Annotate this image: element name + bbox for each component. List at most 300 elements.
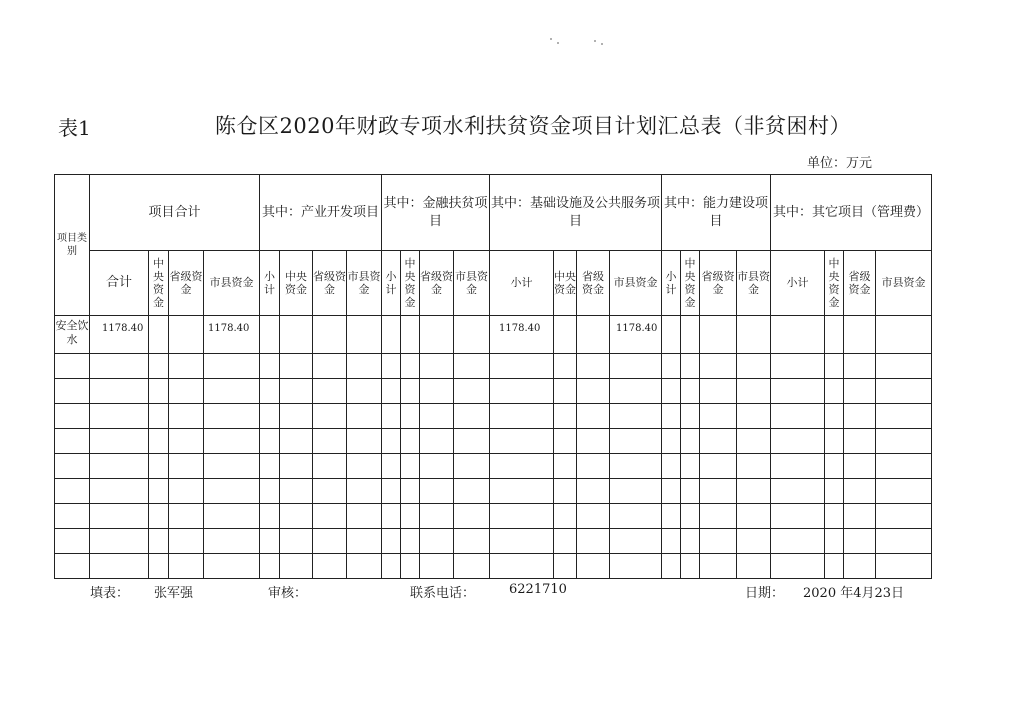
sub-header-subtotal: 小计 <box>490 251 554 316</box>
empty-cell <box>454 404 490 429</box>
cell-finance-central <box>401 316 420 354</box>
empty-cell <box>420 554 454 579</box>
empty-cell <box>681 404 700 429</box>
group-header-finance: 其中：金融扶贫项目 <box>382 175 490 251</box>
empty-cell <box>490 554 554 579</box>
empty-cell <box>490 404 554 429</box>
empty-cell <box>204 379 260 404</box>
empty-cell <box>169 529 204 554</box>
empty-cell <box>260 429 280 454</box>
empty-cell <box>662 454 681 479</box>
empty-cell <box>700 404 737 429</box>
empty-cell <box>876 404 932 429</box>
empty-cell <box>737 504 771 529</box>
empty-cell <box>347 454 382 479</box>
empty-cell <box>610 429 662 454</box>
cell-industry-provincial <box>313 316 347 354</box>
empty-cell <box>347 529 382 554</box>
empty-cell <box>149 504 169 529</box>
empty-cell <box>169 454 204 479</box>
empty-cell <box>382 429 401 454</box>
empty-cell <box>347 554 382 579</box>
sub-header-subtotal: 小计 <box>662 251 681 316</box>
category-header: 项目类别 <box>55 175 90 316</box>
empty-cell <box>577 479 610 504</box>
sub-header-provincial: 省级资金 <box>420 251 454 316</box>
cell-infra-subtotal: 1178.40 <box>490 316 554 354</box>
empty-cell <box>280 554 313 579</box>
empty-cell <box>577 429 610 454</box>
empty-cell <box>554 479 577 504</box>
empty-cell <box>554 554 577 579</box>
empty-cell <box>382 379 401 404</box>
empty-table-row <box>55 529 932 554</box>
sub-header-central: 中央资金 <box>825 251 844 316</box>
empty-cell <box>55 379 90 404</box>
empty-cell <box>347 429 382 454</box>
empty-cell <box>260 404 280 429</box>
empty-cell <box>662 379 681 404</box>
empty-cell <box>90 404 149 429</box>
empty-cell <box>737 454 771 479</box>
sub-header-central: 中央资金 <box>280 251 313 316</box>
empty-cell <box>577 454 610 479</box>
filler-name: 张军强 <box>154 586 194 601</box>
empty-cell <box>401 504 420 529</box>
sub-header-central: 中央资金 <box>401 251 420 316</box>
empty-cell <box>382 479 401 504</box>
empty-cell <box>681 479 700 504</box>
empty-cell <box>454 379 490 404</box>
empty-cell <box>420 429 454 454</box>
empty-cell <box>313 429 347 454</box>
empty-cell <box>55 529 90 554</box>
empty-cell <box>347 379 382 404</box>
empty-cell <box>401 554 420 579</box>
empty-cell <box>90 379 149 404</box>
empty-cell <box>204 529 260 554</box>
filler-label: 填表： <box>90 586 130 601</box>
empty-cell <box>662 429 681 454</box>
sub-header-central: 中央资金 <box>149 251 169 316</box>
empty-cell <box>149 454 169 479</box>
cell-central <box>149 316 169 354</box>
empty-cell <box>90 529 149 554</box>
empty-cell <box>825 454 844 479</box>
empty-cell <box>420 354 454 379</box>
empty-cell <box>420 379 454 404</box>
cell-infra-central <box>554 316 577 354</box>
empty-cell <box>280 454 313 479</box>
empty-cell <box>771 379 825 404</box>
empty-cell <box>260 379 280 404</box>
empty-cell <box>554 504 577 529</box>
group-header-capacity: 其中：能力建设项目 <box>662 175 771 251</box>
empty-cell <box>610 354 662 379</box>
empty-cell <box>260 504 280 529</box>
empty-cell <box>204 454 260 479</box>
empty-cell <box>55 404 90 429</box>
sub-header-provincial: 省级资金 <box>169 251 204 316</box>
empty-cell <box>204 429 260 454</box>
empty-cell <box>55 504 90 529</box>
empty-cell <box>280 429 313 454</box>
cell-other-central <box>825 316 844 354</box>
empty-cell <box>382 504 401 529</box>
empty-cell <box>554 529 577 554</box>
cell-infra-city-county: 1178.40 <box>610 316 662 354</box>
empty-cell <box>55 354 90 379</box>
empty-cell <box>169 404 204 429</box>
empty-cell <box>554 429 577 454</box>
empty-cell <box>662 554 681 579</box>
empty-cell <box>876 479 932 504</box>
empty-cell <box>610 454 662 479</box>
empty-table-row <box>55 504 932 529</box>
empty-cell <box>401 379 420 404</box>
empty-cell <box>577 354 610 379</box>
empty-cell <box>280 529 313 554</box>
cell-finance-provincial <box>420 316 454 354</box>
empty-cell <box>313 354 347 379</box>
cell-finance-subtotal <box>382 316 401 354</box>
reviewer-label: 审核： <box>268 586 308 601</box>
empty-cell <box>55 554 90 579</box>
empty-cell <box>825 379 844 404</box>
empty-cell <box>825 404 844 429</box>
empty-cell <box>610 379 662 404</box>
empty-cell <box>90 354 149 379</box>
empty-cell <box>401 454 420 479</box>
empty-cell <box>771 479 825 504</box>
empty-cell <box>662 404 681 429</box>
empty-cell <box>700 379 737 404</box>
empty-table-row <box>55 379 932 404</box>
empty-cell <box>490 504 554 529</box>
empty-cell <box>420 479 454 504</box>
empty-cell <box>681 504 700 529</box>
empty-cell <box>313 454 347 479</box>
empty-table-row <box>55 404 932 429</box>
empty-cell <box>90 554 149 579</box>
empty-cell <box>825 504 844 529</box>
empty-cell <box>681 379 700 404</box>
cell-industry-central <box>280 316 313 354</box>
empty-cell <box>149 554 169 579</box>
cell-other-city-county <box>876 316 932 354</box>
empty-cell <box>700 454 737 479</box>
group-header-infrastructure: 其中：基础设施及公共服务项目 <box>490 175 662 251</box>
group-header-industry: 其中：产业开发项目 <box>260 175 382 251</box>
empty-cell <box>844 554 876 579</box>
empty-cell <box>313 529 347 554</box>
phone-label: 联系电话： <box>410 586 476 601</box>
cell-industry-subtotal <box>260 316 280 354</box>
sub-header-city-county: 市县资金 <box>454 251 490 316</box>
empty-cell <box>260 529 280 554</box>
empty-cell <box>204 554 260 579</box>
empty-cell <box>844 504 876 529</box>
sub-header-subtotal: 小计 <box>260 251 280 316</box>
empty-cell <box>401 404 420 429</box>
empty-cell <box>554 354 577 379</box>
empty-cell <box>204 479 260 504</box>
empty-cell <box>825 429 844 454</box>
empty-cell <box>313 504 347 529</box>
empty-cell <box>577 404 610 429</box>
empty-table-row <box>55 454 932 479</box>
empty-cell <box>401 429 420 454</box>
empty-cell <box>825 554 844 579</box>
empty-cell <box>280 404 313 429</box>
sub-header-provincial: 省级资金 <box>700 251 737 316</box>
empty-cell <box>737 404 771 429</box>
cell-industry-city-county <box>347 316 382 354</box>
empty-cell <box>490 429 554 454</box>
empty-cell <box>771 354 825 379</box>
empty-cell <box>876 454 932 479</box>
empty-cell <box>737 429 771 454</box>
empty-cell <box>401 529 420 554</box>
empty-cell <box>401 479 420 504</box>
sub-header-city-county: 市县资金 <box>737 251 771 316</box>
cell-capacity-city-county <box>737 316 771 354</box>
empty-cell <box>700 354 737 379</box>
cell-provincial <box>169 316 204 354</box>
empty-cell <box>90 454 149 479</box>
empty-cell <box>700 554 737 579</box>
empty-cell <box>681 429 700 454</box>
empty-cell <box>700 504 737 529</box>
unit-label: 单位：万元 <box>807 156 873 171</box>
date-value: 2020 年4月23日 <box>803 586 905 601</box>
empty-cell <box>577 554 610 579</box>
empty-cell <box>737 379 771 404</box>
group-header-other: 其中：其它项目（管理费） <box>771 175 932 251</box>
empty-cell <box>577 504 610 529</box>
empty-cell <box>700 479 737 504</box>
empty-cell <box>454 479 490 504</box>
empty-cell <box>844 429 876 454</box>
empty-cell <box>454 454 490 479</box>
sub-header-provincial: 省级资金 <box>577 251 610 316</box>
empty-cell <box>681 554 700 579</box>
empty-cell <box>844 379 876 404</box>
cell-total: 1178.40 <box>90 316 149 354</box>
empty-cell <box>204 354 260 379</box>
empty-cell <box>382 554 401 579</box>
empty-cell <box>876 504 932 529</box>
empty-cell <box>610 554 662 579</box>
empty-cell <box>554 454 577 479</box>
empty-cell <box>169 554 204 579</box>
empty-cell <box>260 554 280 579</box>
empty-cell <box>844 404 876 429</box>
summary-table <box>54 174 932 579</box>
empty-cell <box>280 479 313 504</box>
empty-cell <box>382 404 401 429</box>
sub-header-total: 合计 <box>90 251 149 316</box>
cell-capacity-provincial <box>700 316 737 354</box>
empty-cell <box>382 529 401 554</box>
empty-cell <box>347 479 382 504</box>
empty-cell <box>401 354 420 379</box>
cell-other-provincial <box>844 316 876 354</box>
sub-header-city-county: 市县资金 <box>610 251 662 316</box>
empty-cell <box>825 529 844 554</box>
sub-header-subtotal: 小计 <box>771 251 825 316</box>
empty-cell <box>204 404 260 429</box>
empty-cell <box>681 454 700 479</box>
empty-cell <box>554 379 577 404</box>
empty-cell <box>844 454 876 479</box>
empty-cell <box>771 404 825 429</box>
empty-cell <box>844 354 876 379</box>
sub-header-subtotal: 小计 <box>382 251 401 316</box>
empty-cell <box>347 354 382 379</box>
empty-cell <box>382 454 401 479</box>
scan-speck <box>601 43 603 45</box>
empty-cell <box>490 479 554 504</box>
empty-cell <box>771 429 825 454</box>
empty-cell <box>149 429 169 454</box>
empty-cell <box>610 479 662 504</box>
scan-speck <box>557 42 559 44</box>
empty-cell <box>90 479 149 504</box>
empty-cell <box>737 479 771 504</box>
sub-header-provincial: 省级资金 <box>313 251 347 316</box>
date-label: 日期： <box>745 586 785 601</box>
empty-cell <box>554 404 577 429</box>
phone-number: 6221710 <box>509 582 567 597</box>
sub-header-city-county: 市县资金 <box>204 251 260 316</box>
empty-cell <box>260 479 280 504</box>
group-header-total: 项目合计 <box>90 175 260 251</box>
empty-cell <box>260 354 280 379</box>
sub-header-city-county: 市县资金 <box>347 251 382 316</box>
empty-cell <box>149 379 169 404</box>
empty-cell <box>490 354 554 379</box>
empty-cell <box>876 529 932 554</box>
empty-cell <box>90 429 149 454</box>
empty-cell <box>149 529 169 554</box>
empty-cell <box>55 479 90 504</box>
empty-cell <box>204 504 260 529</box>
empty-cell <box>700 529 737 554</box>
empty-cell <box>577 379 610 404</box>
empty-cell <box>844 479 876 504</box>
cell-other-subtotal <box>771 316 825 354</box>
empty-cell <box>454 429 490 454</box>
empty-cell <box>825 354 844 379</box>
page-title: 陈仓区2020年财政专项水利扶贫资金项目计划汇总表（非贫困村） <box>215 114 851 138</box>
empty-cell <box>876 379 932 404</box>
empty-cell <box>876 354 932 379</box>
empty-cell <box>280 504 313 529</box>
empty-cell <box>55 454 90 479</box>
empty-table-row <box>55 354 932 379</box>
empty-cell <box>662 504 681 529</box>
empty-cell <box>169 479 204 504</box>
empty-cell <box>662 354 681 379</box>
empty-cell <box>771 529 825 554</box>
sub-header-central: 中央资金 <box>554 251 577 316</box>
cell-finance-city-county <box>454 316 490 354</box>
empty-cell <box>169 379 204 404</box>
empty-cell <box>610 504 662 529</box>
empty-cell <box>490 529 554 554</box>
empty-cell <box>169 504 204 529</box>
empty-cell <box>313 479 347 504</box>
empty-cell <box>737 529 771 554</box>
empty-cell <box>347 504 382 529</box>
empty-cell <box>420 404 454 429</box>
empty-table-row <box>55 429 932 454</box>
empty-table-row <box>55 554 932 579</box>
table-row <box>55 316 932 354</box>
empty-cell <box>771 504 825 529</box>
empty-cell <box>737 354 771 379</box>
cell-capacity-subtotal <box>662 316 681 354</box>
empty-cell <box>577 529 610 554</box>
cell-capacity-central <box>681 316 700 354</box>
empty-cell <box>490 454 554 479</box>
empty-cell <box>771 454 825 479</box>
empty-cell <box>149 404 169 429</box>
cell-infra-provincial <box>577 316 610 354</box>
empty-cell <box>876 429 932 454</box>
empty-cell <box>149 354 169 379</box>
empty-cell <box>55 429 90 454</box>
empty-cell <box>454 529 490 554</box>
empty-cell <box>681 529 700 554</box>
scan-speck <box>594 40 596 42</box>
empty-cell <box>347 404 382 429</box>
empty-cell <box>382 354 401 379</box>
empty-cell <box>420 529 454 554</box>
cell-city-county: 1178.40 <box>204 316 260 354</box>
empty-cell <box>149 479 169 504</box>
empty-cell <box>490 379 554 404</box>
empty-cell <box>420 454 454 479</box>
empty-cell <box>844 529 876 554</box>
empty-cell <box>313 404 347 429</box>
empty-cell <box>662 479 681 504</box>
empty-cell <box>90 504 149 529</box>
empty-cell <box>771 554 825 579</box>
empty-cell <box>454 554 490 579</box>
empty-cell <box>169 354 204 379</box>
empty-cell <box>681 354 700 379</box>
empty-cell <box>260 454 280 479</box>
empty-cell <box>280 354 313 379</box>
empty-cell <box>313 554 347 579</box>
sub-header-city-county: 市县资金 <box>876 251 932 316</box>
sub-header-central: 中央资金 <box>681 251 700 316</box>
empty-table-row <box>55 479 932 504</box>
empty-cell <box>280 379 313 404</box>
empty-cell <box>876 554 932 579</box>
empty-cell <box>454 504 490 529</box>
empty-cell <box>662 529 681 554</box>
empty-cell <box>737 554 771 579</box>
table-label: 表1 <box>58 116 91 140</box>
scan-speck <box>550 38 552 40</box>
empty-cell <box>700 429 737 454</box>
empty-cell <box>610 529 662 554</box>
empty-cell <box>825 479 844 504</box>
empty-cell <box>420 504 454 529</box>
